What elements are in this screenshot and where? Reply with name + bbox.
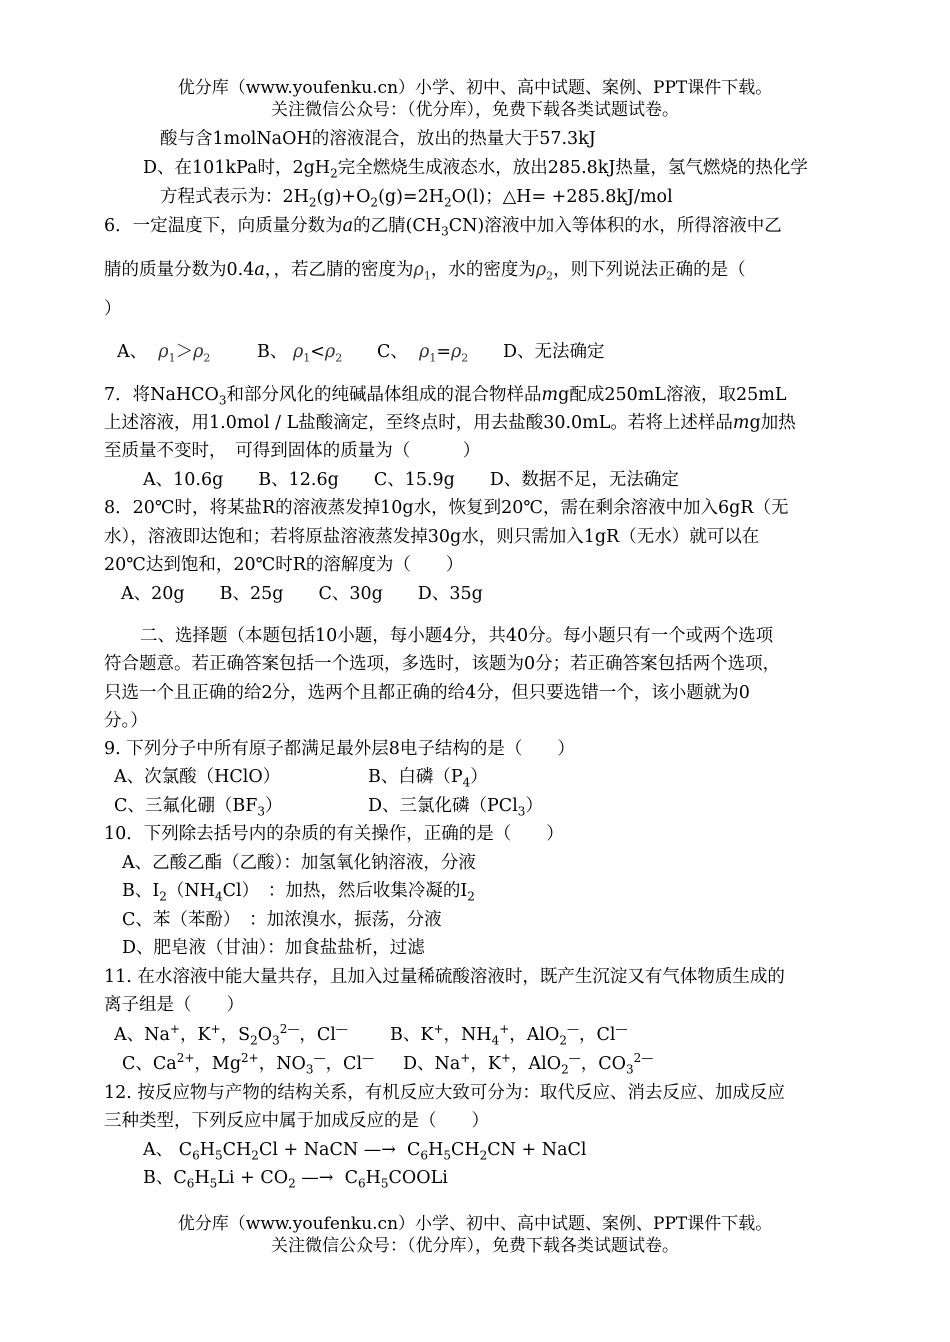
q10-option-d: D、肥皂液（甘油）：加食盐盐析，过滤: [122, 938, 425, 958]
q8-stem-line-1: 8．20℃时，将某盐R的溶液蒸发掉10g水，恢复到20℃，需在剩余溶液中加入6gR（无: [104, 498, 789, 518]
q7-stem-line-1: 7．将NaHCO$_3$和部分风化的纯碱晶体组成的混合物样品mg配成250mL溶液，取25mL: [104, 385, 787, 408]
q11-option-c: C、$Ca^{2+}$，$Mg^{2+}$，$NO_3^—$，Cl—: [122, 1051, 375, 1077]
q10-option-b: B、$I_2(NH_4Cl)$ ：加热，然后收集冷凝的$I_2$: [122, 881, 475, 904]
q11-stem-line-1: 11. 在水溶液中能大量共存，且加入过量稀硫酸溶液时，既产生沉淀又有气体物质生成的: [104, 967, 785, 987]
header-line-1: 优分库（www.youfenku.cn）小学、初中、高中试题、案例、PPT课件下载。: [177, 78, 773, 98]
q8-options: A、20g B、25g C、30g D、35g: [121, 584, 483, 604]
q9-option-d: D、三氯化磷（PCl$_3$）: [368, 796, 543, 819]
q9-stem: 9. 下列分子中所有原子都满足最外层8电子结构的是（ ）: [104, 739, 575, 759]
q12-stem-line-2: 三种类型，下列反应中属于加成反应的是（ ）: [104, 1111, 489, 1131]
q10-stem: 10．下列除去括号内的杂质的有关操作，正确的是（ ）: [104, 824, 564, 844]
section2-instructions-line-2: 符合题意。若正确答案包括一个选项，多选时，该题为0分；若正确答案包括两个选项，: [104, 654, 781, 674]
q5-option-d: D、在101kPa时，$2gH_2$完全燃烧生成液态水，放出285.8kJ热量，氢气燃烧的热化学: [143, 158, 808, 181]
q6-stem-line-2: 腈的质量分数为0.4a，，若乙腈的密度为$\rho_1$，水的密度为$\rho_2$，则下列说法正确的是（: [104, 260, 746, 283]
q11-option-d: D、Na+，K+，AlO$_2$—，$CO_3^{2—}$: [403, 1051, 654, 1077]
q8-stem-line-3: 20℃达到饱和，20℃时R的溶解度为（ ）: [104, 555, 464, 575]
rho2-symbol: $\rho_2$: [535, 260, 554, 283]
footer-line-1: 优分库（www.youfenku.cn）小学、初中、高中试题、案例、PPT课件下载。: [177, 1214, 773, 1234]
q11-option-a: A、Na+，K+，$S_2O_3^{2—}$，Cl—: [114, 1022, 348, 1048]
section2-instructions-line-4: 分。）: [104, 711, 148, 731]
rho1-symbol: $\rho_1$: [413, 260, 431, 283]
q7-options: A、10.6g B、12.6g C、15.9g D、数据不足，无法确定: [143, 470, 679, 490]
q9-option-b: B、白磷$(P_4)$: [368, 767, 488, 790]
q7-stem-line-3: 至质量不变时， 可得到固体的质量为（ ）: [104, 441, 481, 461]
q6-option-c: C、 $\rho_1=\rho_2$: [377, 342, 469, 365]
q10-option-a: A、乙酸乙酯（乙酸）：加氢氧化钠溶液，分液: [122, 853, 476, 873]
q12-option-b: B、$C_6H_5Li + CO_2$ —→ $C_6H_5COOLi$: [143, 1168, 448, 1191]
q10-option-c: C、苯（苯酚） ：加浓溴水，振荡，分液: [122, 910, 442, 930]
q6-stem-line-1: 6．一定温度下，向质量分数为a的乙腈$(CH_3CN)$溶液中加入等体积的水，所得溶液中乙: [104, 216, 782, 239]
footer-line-2: 关注微信公众号：（优分库），免费下载各类试题试卷。: [271, 1236, 679, 1256]
section2-instructions-line-1: 二、选择题（本题包括10小题，每小题4分，共40分。每小题只有一个或两个选项: [140, 626, 774, 646]
q5-option-c-continuation: 酸与含1molNaOH的溶液混合，放出的热量大于57.3kJ: [160, 129, 596, 149]
q6-option-a: A、 $\rho_1>\rho_2$: [117, 342, 211, 365]
header-line-2: 关注微信公众号：（优分库），免费下载各类试题试卷。: [271, 100, 679, 120]
q9-option-c: C、三氟化硼$(BF_3)$: [114, 796, 283, 819]
q12-option-a: A、 $C_6H_5CH_2Cl$ + NaCN —→ $C_6H_5CH_2CN$ + NaCl: [143, 1140, 587, 1163]
q6-option-d: D、无法确定: [503, 342, 605, 362]
q6-stem-line-3: ）: [104, 299, 122, 319]
q12-stem-line-1: 12. 按反应物与产物的结构关系，有机反应大致可分为：取代反应、消去反应、加成反应: [104, 1083, 785, 1103]
section2-instructions-line-3: 只选一个且正确的给2分，选两个且都正确的给4分，但只要选错一个，该小题就为0: [104, 683, 750, 703]
q6-options: [117, 341, 605, 363]
q5-option-d-equation: 方程式表示为：$2H_2(g)+O_2(g)=2H_2O(l)$；△H= +285.8kJ/mol: [160, 187, 673, 210]
q9-option-a: A、次氯酸（HClO）: [114, 767, 281, 787]
q7-stem-line-2: 上述溶液，用1.0mol / L盐酸滴定，至终点时，用去盐酸30.0mL。若将上述样品mg加热: [104, 413, 796, 433]
q11-option-b: B、K+，$NH_4^+$，AlO$_2$—，Cl—: [390, 1022, 628, 1048]
q6-option-b: B、 $\rho_1<\rho_2$: [257, 342, 343, 365]
q8-stem-line-2: 水），溶液即达饱和；若将原盐溶液蒸发掉30g水，则只需加入1gR（无水）就可以在: [104, 527, 760, 547]
q11-stem-line-2: 离子组是（ ）: [104, 995, 244, 1015]
